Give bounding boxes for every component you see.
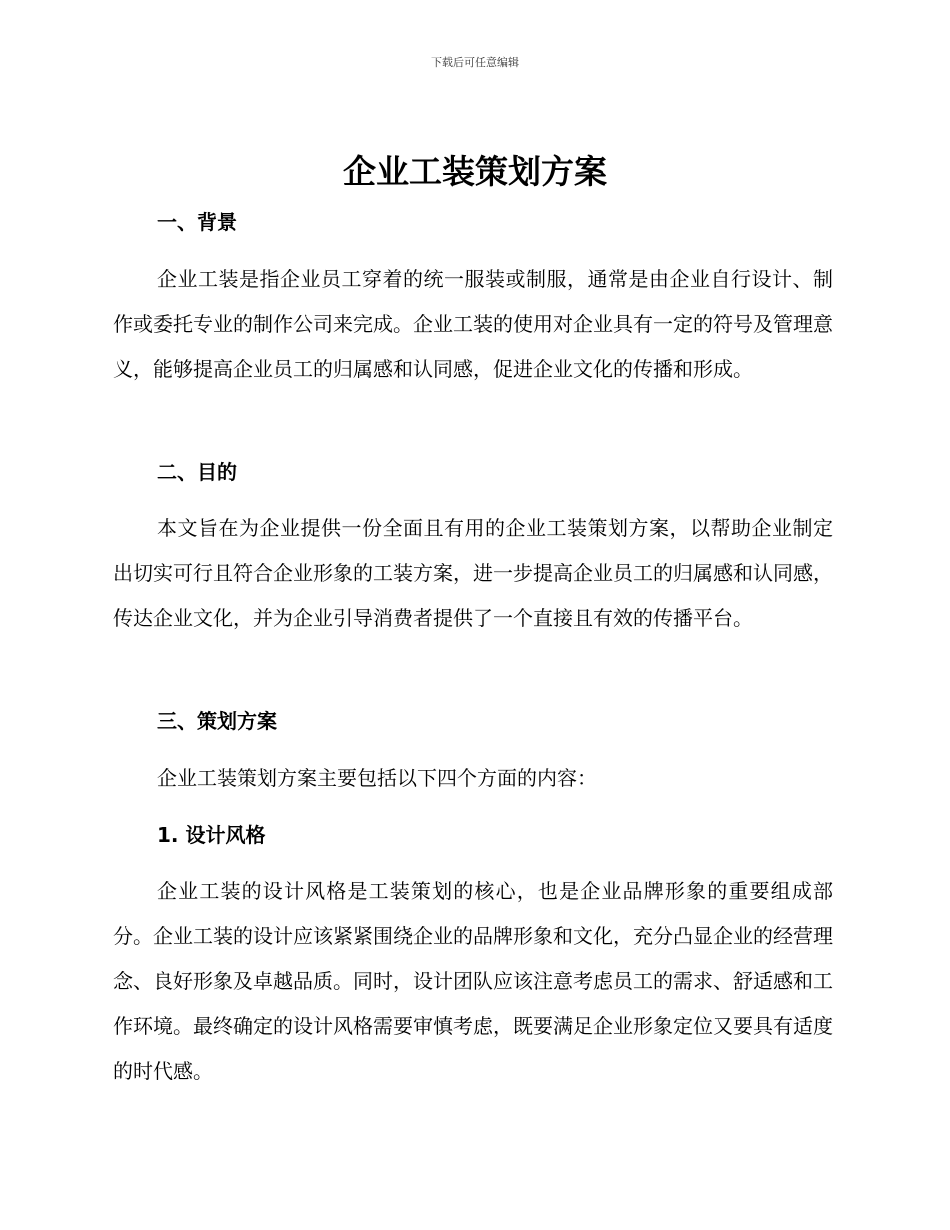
document-title: 企业工装策划方案 [343, 152, 607, 191]
section-paragraph-purpose: 本文旨在为企业提供一份全面且有用的企业工装策划方案，以帮助企业制定出切实可行且符合企业形象的工装方案，进一步提高企业员工的归属感和认同感，传达企业文化，并为企业引导消费者提供了一个直接且有效的传播平台。 [113, 516, 833, 630]
page-header: 下载后可任意编辑 [431, 56, 519, 69]
section-heading-purpose: 二、目的 [157, 460, 237, 484]
section-paragraph-plan: 企业工装策划方案主要包括以下四个方面的内容： [157, 766, 597, 790]
section-heading-design-style: 1. 设计风格 [157, 823, 266, 847]
section-heading-background: 一、背景 [157, 210, 237, 234]
section-paragraph-background: 企业工装是指企业员工穿着的统一服装或制服，通常是由企业自行设计、制作或委托专业的制作公司来完成。企业工装的使用对企业具有一定的符号及管理意义，能够提高企业员工的归属感和认同感，促进企业文化的传播和形成。 [113, 267, 833, 381]
section-heading-plan: 三、策划方案 [157, 709, 277, 733]
section-paragraph-design-style: 企业工装的设计风格是工装策划的核心，也是企业品牌形象的重要组成部分。企业工装的设计应该紧紧围绕企业的品牌形象和文化，充分凸显企业的经营理念、良好形象及卓越品质。同时，设计团队应该注意考虑员工的需求、舒适感和工作环境。最终确定的设计风格需要审慎考虑，既要满足企业形象定位又要具有适度的时代感。 [113, 879, 833, 1083]
